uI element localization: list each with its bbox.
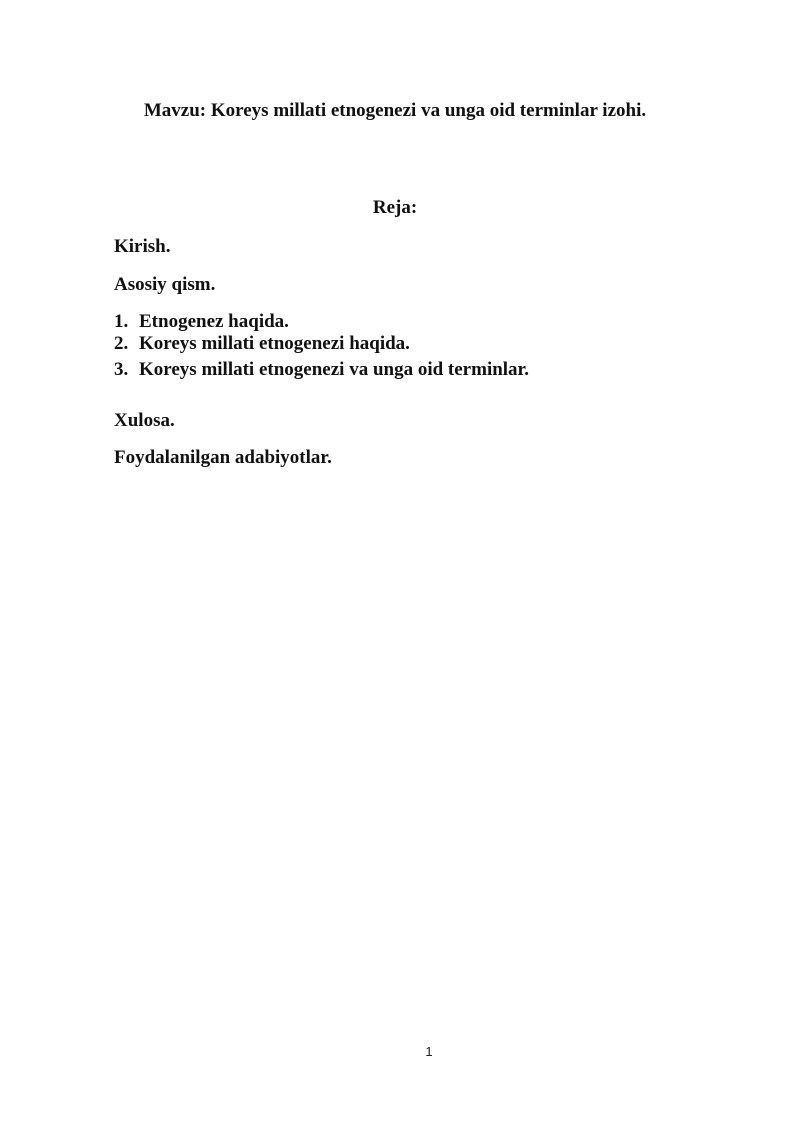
list-item [114, 333, 529, 359]
references-line: Foydalanilgan adabiyotlar. [114, 447, 332, 468]
main-part-line: Asosiy qism. [114, 274, 216, 295]
document-title: Mavzu: Koreys millati etnogenezi va unga oid terminlar izohi. [143, 100, 647, 121]
list-item-text: Koreys millati etnogenezi va unga oid terminlar. [139, 359, 530, 380]
plan-list [114, 311, 529, 381]
conclusion-line: Xulosa. [114, 410, 175, 431]
plan-heading: Reja: [372, 197, 418, 218]
list-item [114, 359, 529, 381]
list-item-number: 1. [114, 311, 129, 332]
list-item-number: 3. [114, 359, 129, 380]
list-item-text: Etnogenez haqida. [139, 311, 289, 332]
list-item-number: 2. [114, 333, 129, 354]
intro-line: Kirish. [114, 236, 171, 257]
page-number: 1 [425, 1044, 433, 1059]
list-item-text: Koreys millati etnogenezi haqida. [139, 333, 410, 354]
list-item [114, 311, 529, 333]
